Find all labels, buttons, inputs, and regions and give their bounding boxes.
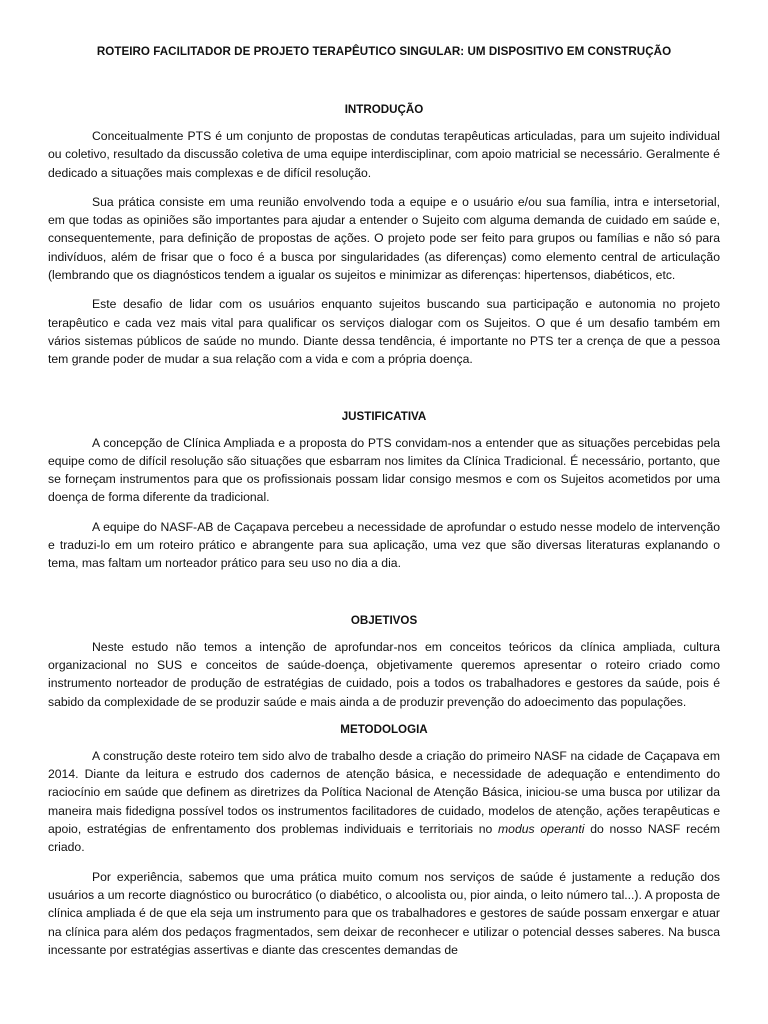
metodologia-paragraph-1 — [48, 747, 720, 857]
intro-paragraph-3: Este desafio de lidar com os usuários enquanto sujeitos buscando sua participação e autonomia no projeto terapêutico e cada vez mais vital para qualificar os serviços dialogar com os Sujeitos. O que é um desafio também em vários sistemas públicos de saúde no mundo. Diante dessa tendência, é importante no PTS ter a crença de que a pessoa tem grande poder de mudar a sua relação com a vida e com a própria doença. — [48, 297, 720, 367]
section-spacer — [48, 380, 720, 409]
metodologia-paragraph-2: Por experiência, sabemos que uma prática muito comum nos serviços de saúde é justamente a redução dos usuários a um recorte diagnóstico ou burocrático (o diabético, o alcoolista ou, pior ainda, o leito número tal...). A proposta de clínica ampliada é de que ela seja um instrumento para que os trabalhadores e gestores de saúde possam enxergar e atuar na clínica para além dos pedaços fragmentados, sem deixar de reconhecer e utilizar o potencial desses saberes. Na busca incessante por estratégias assertivas e diante das crescentes demandas de — [48, 869, 720, 957]
heading-metodologia: METODOLOGIA — [340, 722, 428, 736]
heading-objetivos: OBJETIVOS — [350, 613, 418, 627]
metodologia-p1-italic: modus operanti — [498, 822, 585, 837]
heading-introducao: INTRODUÇÃO — [344, 103, 424, 116]
intro-paragraph-1: Conceitualmente PTS é um conjunto de propostas de condutas terapêuticas articuladas, para um sujeito individual ou coletivo, resultado da discussão coletiva de uma equipe interdisciplinar, com apoio matricial se necessário. Geralmente é dedicado a situações mais complexas e de difícil resolução. — [48, 129, 720, 180]
justificativa-paragraph-1: A concepção de Clínica Ampliada e a proposta do PTS convidam-nos a entender que as situações percebidas pela equipe como de difícil resolução são situações que esbarram nos limites da Clínica Tradicional. É necessário, portanto, que se forneçam instrumentos para que os profissionais possam lidar consigo mesmos e com os Sujeitos acometidos por uma doença de forma diferente da tradicional. — [48, 435, 720, 505]
metodologia-p1-text-b: do nosso NASF recém criado. — [48, 822, 720, 855]
document-title: ROTEIRO FACILITADOR DE PROJETO TERAPÊUTICO SINGULAR: UM DISPOSITIVO EM CONSTRUÇÃO — [96, 45, 672, 58]
justificativa-paragraph-2: A equipe do NASF-AB de Caçapava percebeu a necessidade de aprofundar o estudo nesse modelo de intervenção e traduzi-lo em um roteiro prático e abrangente para sua aplicação, uma vez que são diversas literaturas explanando o tema, mas faltam um norteador prático para seu uso no dia a dia. — [48, 519, 720, 571]
section-spacer — [48, 584, 720, 613]
intro-paragraph-2: Sua prática consiste em uma reunião envolvendo toda a equipe e o usuário e/ou sua família, intra e intersetorial, em que todas as opiniões são importantes para ajudar a entender o Sujeito com alguma demanda de cuidado em saúde e, consequentemente, para definição de propostas de ações. O projeto pode ser feito para grupos ou famílias e não só para indivíduos, além de frisar que o foco é a busca por singularidades (as diferenças) como elemento central de articulação (lembrando que os diagnósticos tendem a igualar os sujeitos e minimizar as diferenças: hipertensos, diabéticos, etc. — [48, 194, 720, 283]
heading-justificativa: JUSTIFICATIVA — [341, 409, 427, 423]
objetivos-paragraph-1: Neste estudo não temos a intenção de aprofundar-nos em conceitos teóricos da clínica ampliada, cultura organizacional no SUS e conceitos de saúde-doença, objetivamente queremos apresentar o roteiro criado como instrumento norteador de produção de estratégias de cuidado, pois a todos os trabalhadores e gestores da saúde, pois é sabido da complexidade de se produzir saúde e mais ainda a de produzir prevenção do adoecimento das populações. — [48, 639, 720, 709]
metodologia-p1-text-a: A construção deste roteiro tem sido alvo de trabalho desde a criação do primeiro NASF na cidade de Caçapava em 2014. Diante da leitura e estrudo dos cadernos de atenção básica, e necessidade de adequação e entendimento do raciocínio em saúde que definem as diretrizes da Política Nacional de Atenção Básica, iniciou-se uma busca por utilizar da maneira mais fidedigna possível todos os instrumentos facilitadores de cuidado, modelos de atenção, ações terapêuticas e apoio, estratégias de enfrentamento dos problemas individuais e territoriais no — [48, 748, 720, 837]
